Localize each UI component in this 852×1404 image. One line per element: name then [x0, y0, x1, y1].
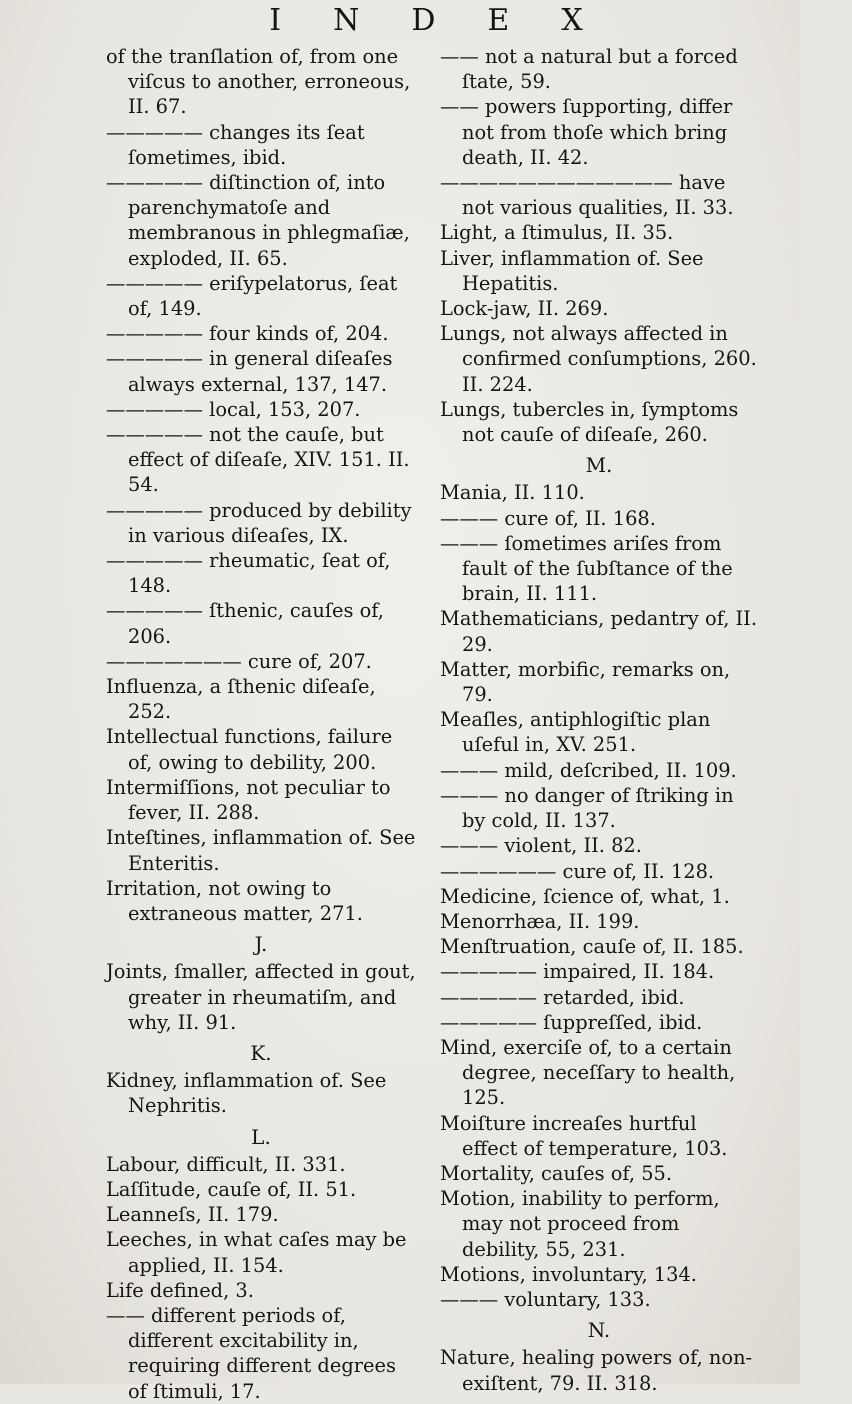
index-entry: of the tranſlation of, from one viſcus to another, erroneous, II. 67. — [106, 45, 411, 119]
index-entry: ————— rheumatic, ſeat of, 148. — [106, 549, 391, 598]
index-entry: Medicine, ſcience of, what, 1. — [440, 884, 730, 908]
index-entry: ————— ſthenic, cauſes of, 206. — [106, 599, 384, 648]
index-entry: Menorrhæa, II. 199. — [440, 909, 640, 933]
index-entry: Laſſitude, cauſe of, II. 51. — [106, 1177, 357, 1201]
section-letter: N. — [587, 1318, 611, 1343]
right-column — [440, 44, 758, 1396]
index-entry: Kidney, inflammation of. See Nephritis. — [106, 1069, 387, 1118]
index-entry: Lock-jaw, II. 269. — [440, 297, 609, 321]
index-entry: ————— retarded, ibid. — [440, 985, 685, 1009]
index-entry: ——— violent, II. 82. — [440, 834, 642, 858]
index-entry: Mania, II. 110. — [440, 481, 585, 505]
index-entry: Leeches, in what caſes may be applied, II. 154. — [106, 1228, 407, 1277]
index-entry: ——— voluntary, 133. — [440, 1287, 651, 1311]
index-entry: Life defined, 3. — [106, 1278, 254, 1302]
index-entry: ———————————— have not various qualities, II. 33. — [440, 171, 734, 220]
index-entry: Leanneſs, II. 179. — [106, 1203, 279, 1227]
section-letter: K. — [250, 1040, 272, 1065]
index-entry: Matter, morbific, remarks on, 79. — [440, 657, 731, 707]
index-entry: Intellectual functions, failure of, owing to debility, 200. — [106, 725, 393, 774]
index-entry: ————— produced by debility in various diſeaſes, IX. — [106, 498, 412, 547]
index-entry: Light, a ſtimulus, II. 35. — [440, 221, 674, 245]
left-column — [106, 44, 416, 1404]
index-entry: ————— ſuppreſſed, ibid. — [440, 1010, 703, 1034]
index-entry: —— not a natural but a forced ſtate, 59. — [440, 45, 738, 94]
index-entry: ——————— cure of, 207. — [106, 649, 372, 673]
index-entry: —— powers ſupporting, differ not from thoſe which bring death, II. 42. — [440, 95, 733, 169]
index-entry: Intermiſſions, not peculiar to fever, II. 288. — [106, 775, 391, 825]
index-entry: Joints, ſmaller, affected in gout, greater in rheumatiſm, and why, II. 91. — [106, 960, 416, 1034]
index-entry: Menſtruation, cauſe of, II. 185. — [440, 935, 744, 959]
index-entry: Motion, inability to perform, may not proceed from debility, 55, 231. — [440, 1187, 720, 1261]
index-entry: ——— ſometimes ariſes from fault of the ſubſtance of the brain, II. 111. — [440, 531, 733, 606]
index-entry: —————— cure of, II. 128. — [440, 859, 715, 883]
index-entry: Mathematicians, pedantry of, II. 29. — [440, 607, 758, 656]
index-entry: ————— four kinds of, 204. — [106, 322, 389, 346]
index-entry: Mortality, cauſes of, 55. — [440, 1161, 673, 1185]
index-entry: ————— local, 153, 207. — [106, 397, 361, 421]
index-entry: Influenza, a ſthenic diſeaſe, 252. — [106, 675, 376, 724]
index-entry: Irritation, not owing to extraneous matter, 271. — [106, 876, 363, 925]
index-entry: Liver, inflammation of. See Hepatitis. — [440, 246, 704, 295]
index-entry: Labour, difficult, II. 331. — [106, 1152, 346, 1176]
index-entry: Moiſture increaſes hurtful effect of temperature, 103. — [440, 1111, 728, 1160]
index-entry: ————— impaired, II. 184. — [440, 960, 715, 984]
section-letter: J. — [254, 932, 268, 957]
section-letter: M. — [585, 453, 613, 478]
index-entry: ————— eriſypelatorus, ſeat of, 149. — [106, 271, 398, 321]
index-entry: —— different periods of, different excitability in, requiring different degrees of ſtimuli, 17. — [106, 1303, 396, 1403]
index-entry: ——— cure of, II. 168. — [440, 506, 656, 530]
index-entry: Inteſtines, inflammation of. See Enteritis. — [106, 826, 416, 875]
index-entry: ————— changes its ſeat ſometimes, ibid. — [106, 120, 365, 169]
index-entry: ————— diſtinction of, into parenchymatoſe and membranous in phlegmaſiæ, exploded, II. 65. — [106, 171, 410, 270]
index-entry: ——— no danger of ſtriking in by cold, II. 137. — [440, 783, 734, 833]
index-entry: ————— not the cauſe, but effect of diſeaſe, XIV. 151. II. 54. — [106, 423, 410, 497]
index-entry: Lungs, tubercles in, ſymptoms not cauſe of diſeaſe, 260. — [440, 397, 739, 447]
index-entry: Meaſles, antiphlogiſtic plan uſeful in, XV. 251. — [440, 708, 711, 757]
index-entry: Nature, healing powers of, non-exiſtent, 79. II. 318. — [440, 1346, 753, 1395]
index-entry: Lungs, not always affected in confirmed conſumptions, 260. II. 224. — [440, 322, 757, 396]
page-title: INDEX — [269, 3, 635, 38]
section-letter: L. — [251, 1124, 271, 1149]
index-entry: ——— mild, deſcribed, II. 109. — [440, 758, 737, 782]
index-entry: Mind, exerciſe of, to a certain degree, neceſſary to health, 125. — [440, 1035, 736, 1110]
index-entry: Motions, involuntary, 134. — [440, 1262, 697, 1286]
index-entry: ————— in general diſeaſes always external, 137, 147. — [106, 347, 393, 396]
